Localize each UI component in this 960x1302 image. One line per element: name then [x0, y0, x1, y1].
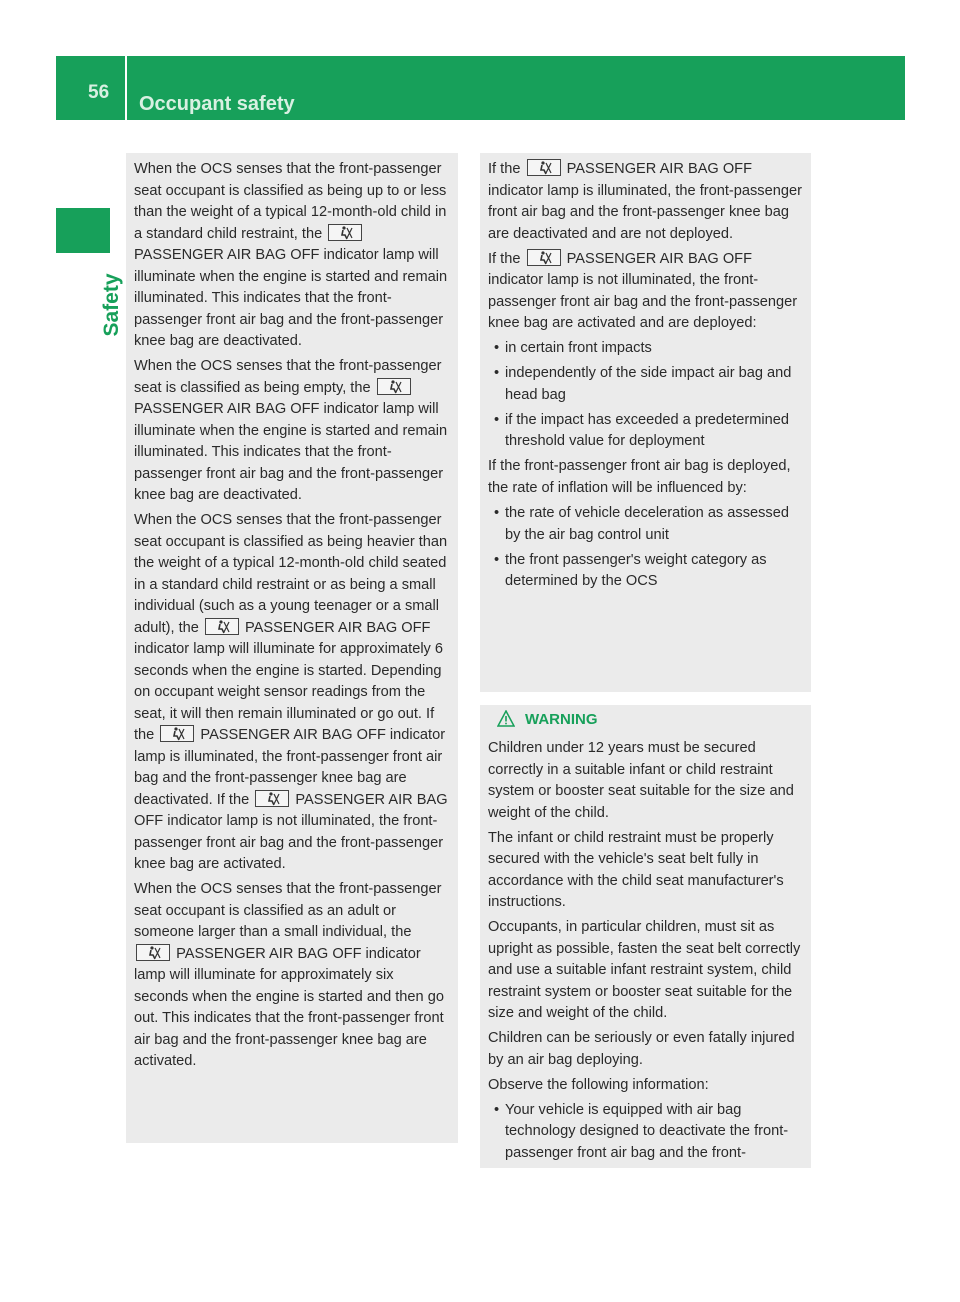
page-title: Occupant safety [139, 93, 295, 115]
passenger-airbag-off-icon [160, 725, 194, 742]
passenger-airbag-off-icon [205, 618, 239, 635]
passenger-airbag-off-icon [527, 159, 561, 176]
warning-box [480, 705, 811, 1168]
bullet-dot: • [494, 365, 500, 382]
right-column-top [480, 153, 811, 692]
passenger-airbag-off-icon [255, 790, 289, 807]
list-item: • in certain front impacts [488, 338, 803, 360]
bullet-dot: • [494, 551, 500, 568]
bullet-dot: • [494, 1101, 500, 1118]
warning-heading: WARNING [488, 709, 803, 734]
paragraph: When the OCS senses that the front-passenger seat occupant is classified as an adult or someone larger than a small individual, the PASSENGER AIR BAG OFF indicator lamp will illuminate for approximately six seconds when the engine is started and then go out. This indicates that the front-passenger front air bag and the front-passenger knee bag are activated. [134, 881, 444, 1070]
paragraph: The infant or child restraint must be properly secured with the vehicle's seat belt fully in accordance with the child seat manufacturer's instructions. [488, 829, 784, 911]
bullet-dot: • [494, 411, 500, 428]
paragraph: When the OCS senses that the front-passenger seat occupant is classified as being heavier than the weight of a typical 12-month-old child seated in a standard child restraint or as being a small individual (such as a young teenager or a small adult), the PASSENGER AIR BAG OFF indicator lamp will illuminate for approximately 6 seconds when the engine is started. Depending on occupant weight sensor readings from the seat, it will then remain illuminated or go out. If the PASSENGER AIR BAG OFF indicator lamp is illuminated, the front-passenger front air bag and the front-passenger knee bag are deactivated. If the PASSENGER AIR BAG OFF indicator lamp is not illuminated, the front-passenger front air bag and the front-passenger knee bag are activated. [134, 512, 448, 873]
passenger-airbag-off-icon [527, 249, 561, 266]
paragraph: If the front-passenger front air bag is deployed, the rate of inflation will be influenced by: [488, 458, 791, 496]
warning-triangle-icon [497, 710, 515, 734]
list-item: • if the impact has exceeded a predetermined threshold value for deployment [494, 411, 789, 450]
list-item: • the front passenger's weight category as determined by the OCS [494, 551, 767, 590]
section-tab-marker [56, 208, 110, 253]
paragraph: When the OCS senses that the front-passenger seat occupant is classified as being up to or less than the weight of a typical 12-month-old child in a standard child restraint, the PASSENGER AIR BAG OFF indicator lamp will illuminate when the engine is started and remain illuminated. This indicates that the front-passenger front air bag and the front-passenger knee bag are deactivated. [134, 161, 448, 349]
bullet-dot: • [494, 340, 500, 357]
passenger-airbag-off-icon [136, 944, 170, 961]
passenger-airbag-off-icon [328, 224, 362, 241]
list-item: • independently of the side impact air bag and head bag [494, 365, 792, 403]
list-item: • the rate of vehicle deceleration as assessed by the air bag control unit [494, 505, 789, 543]
list-item: • Your vehicle is equipped with air bag technology designed to deactivate the front-passenger front air bag and the front- [494, 1101, 789, 1161]
paragraph: Children can be seriously or even fatally injured by an air bag deploying. [488, 1030, 795, 1068]
header-divider [125, 56, 127, 120]
paragraph: Children under 12 years must be secured correctly in a suitable infant or child restraint system or booster seat suitable for the size and weight of the child. [488, 740, 794, 821]
bullet-dot: • [494, 505, 500, 522]
paragraph: If the PASSENGER AIR BAG OFF indicator lamp is not illuminated, the front-passenger front air bag and the front-passenger knee bag are activated and are deployed: [488, 250, 798, 332]
section-label: Safety [100, 273, 123, 337]
paragraph: If the PASSENGER AIR BAG OFF indicator lamp is illuminated, the front-passenger front air bag and the front-passenger knee bag are deactivated and are not deployed. [488, 161, 802, 242]
passenger-airbag-off-icon [377, 378, 411, 395]
left-column [126, 153, 458, 1143]
paragraph: When the OCS senses that the front-passenger seat is classified as being empty, the PASSENGER AIR BAG OFF indicator lamp will illuminate when the engine is started and remain illuminated. This indicates that the front-passenger front air bag and the front-passenger knee bag are deactivated. [134, 358, 448, 504]
page-number: 56 [88, 82, 110, 103]
paragraph: Occupants, in particular children, must sit as upright as possible, fasten the seat belt correctly and use a suitable infant restraint system, child restraint system or booster seat suitable for the size and weight of the child. [488, 919, 801, 1022]
paragraph: Observe the following information: [488, 1076, 709, 1093]
